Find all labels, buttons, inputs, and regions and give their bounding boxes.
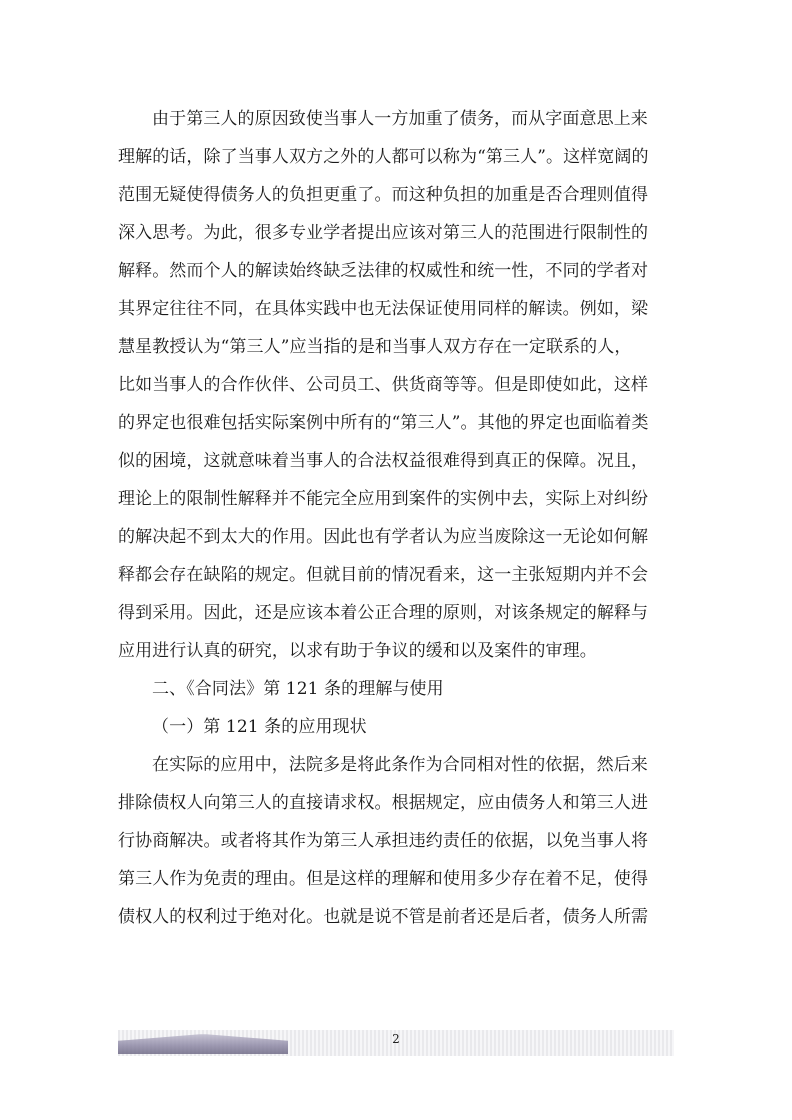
paragraph-line: 在实际的应用中，法院多是将此条作为合同相对性的依据，然后来 [152, 755, 648, 775]
paragraph-line: 似的困境，这就意味着当事人的合法权益很难得到真正的保障。况且， [118, 451, 649, 471]
paragraph-line: 范围无疑使得债务人的负担更重了。而这种负担的加重是否合理则值得 [118, 185, 649, 205]
paragraph-line: 深入思考。为此，很多专业学者提出应该对第三人的范围进行限制性的 [118, 223, 649, 243]
paragraph-line: 其界定往往不同，在具体实践中也无法保证使用同样的解读。例如，梁 [118, 299, 649, 319]
paragraph-line: 得到采用。因此，还是应该本着公正合理的原则，对该条规定的解释与 [118, 603, 649, 623]
paragraph-line: 理论上的限制性解释并不能完全应用到案件的实例中去，实际上对纠纷 [118, 489, 649, 509]
paragraph-line: 释都会存在缺陷的规定。但就目前的情况看来，这一主张短期内并不会 [118, 565, 649, 585]
paragraph-line: 行协商解决。或者将其作为第三人承担违约责任的依据，以免当事人将 [118, 831, 649, 851]
page-number: 2 [392, 1032, 400, 1046]
paragraph-line: 慧星教授认为“第三人”应当指的是和当事人双方存在一定联系的人， [118, 337, 632, 357]
paragraph-line: 债权人的权利过于绝对化。也就是说不管是前者还是后者，债务人所需 [118, 907, 649, 927]
paragraph-line: 应用进行认真的研究，以求有助于争议的缓和以及案件的审理。 [118, 641, 597, 661]
section-heading: 二、《合同法》第 121 条的理解与使用 [152, 679, 444, 699]
paragraph-line: 理解的话，除了当事人双方之外的人都可以称为“第三人”。这样宽阔的 [118, 147, 649, 167]
paragraph-line: 的界定也很难包括实际案例中所有的“第三人”。其他的界定也面临着类 [118, 413, 649, 433]
paragraph-line: 的解决起不到太大的作用。因此也有学者认为应当废除这一无论如何解 [118, 527, 649, 547]
paragraph-line: 第三人作为免责的理由。但是这样的理解和使用多少存在着不足，使得 [118, 869, 649, 889]
paragraph-line: 比如当事人的合作伙伴、公司员工、供货商等等。但是即使如此，这样 [118, 375, 649, 395]
paragraph-line: 由于第三人的原因致使当事人一方加重了债务，而从字面意思上来 [152, 109, 648, 129]
subsection-heading: （一）第 121 条的应用现状 [152, 717, 367, 737]
body-text [118, 100, 678, 936]
paragraph-line: 排除债权人向第三人的直接请求权。根据规定，应由债务人和第三人进 [118, 793, 649, 813]
paragraph-line: 解释。然而个人的解读始终缺乏法律的权威性和统一性，不同的学者对 [118, 261, 649, 281]
